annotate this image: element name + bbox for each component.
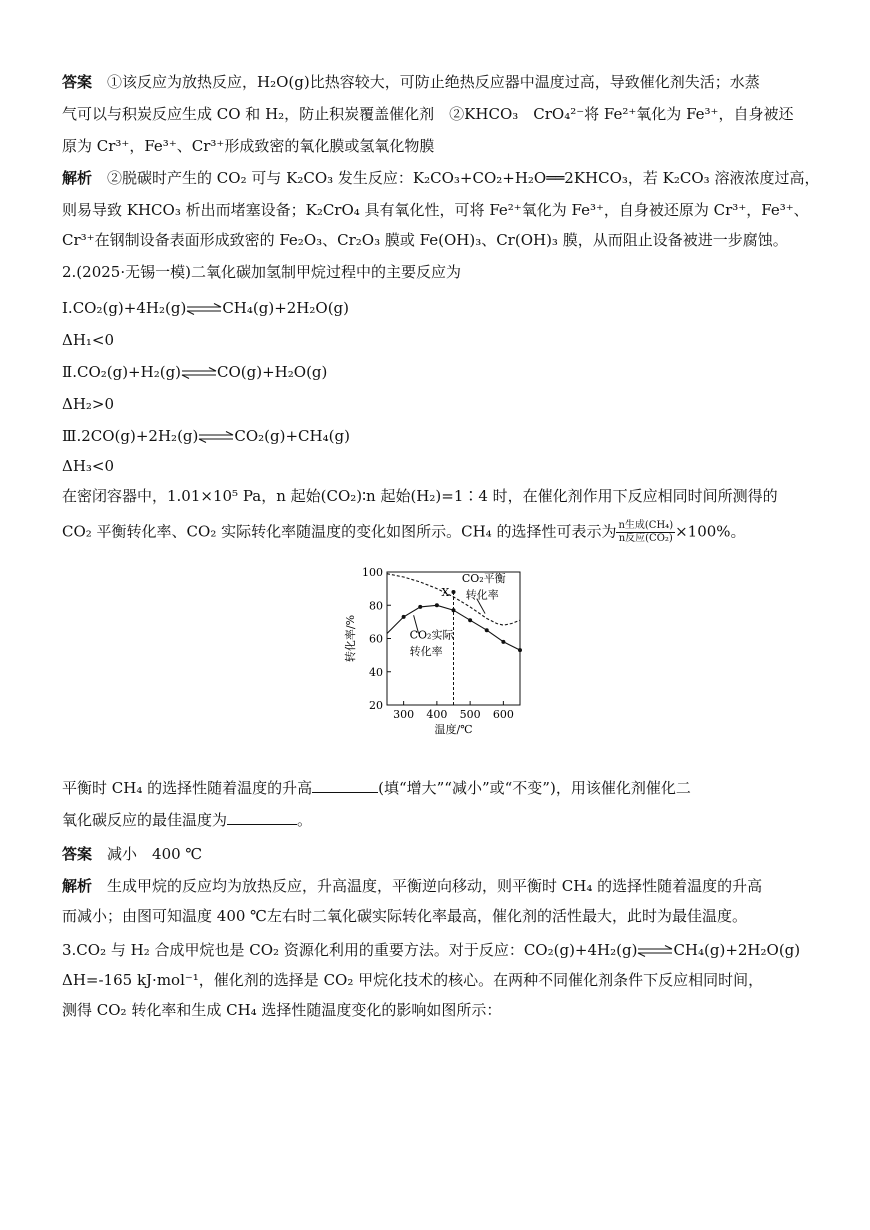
data-point — [485, 628, 489, 632]
data-point — [435, 603, 439, 607]
reaction-3-left: Ⅲ.2CO(g)+2H₂(g) — [62, 427, 199, 445]
data-point — [452, 608, 456, 612]
q2-analysis-line-1 — [62, 876, 762, 896]
data-point — [402, 615, 406, 619]
selectivity-suffix: ×100%。 — [675, 522, 746, 541]
fraction-numerator: n生成(CH₄) — [618, 520, 674, 531]
y-axis-label: 转化率/% — [344, 614, 357, 663]
equilibrium-label-line1: CO₂平衡 — [461, 571, 506, 585]
enthalpy-1: ΔH₁<0 — [62, 331, 115, 349]
conversion-chart — [340, 562, 540, 742]
selectivity-text: CO₂ 平衡转化率、CO₂ 实际转化率随温度的变化如图所示。CH₄ 的选择性可表示为 — [62, 522, 617, 541]
q3-text-1a: 3.CO₂ 与 H₂ 合成甲烷也是 CO₂ 资源化利用的重要方法。对于反应：CO₂(g)+4H₂(g) — [62, 941, 638, 959]
reversible-arrow-icon — [186, 303, 222, 315]
reaction-2 — [62, 362, 327, 382]
q2-title: 2.(2025·无锡一模)二氧化碳加氢制甲烷过程中的主要反应为 — [62, 263, 461, 281]
point-x-marker — [452, 590, 456, 594]
actual-label-line2: 转化率 — [409, 645, 443, 659]
x-tick-label: 400 — [426, 708, 448, 721]
q2-analysis-line-2: 而减小；由图可知温度 400 ℃左右时二氧化碳实际转化率最高，催化剂的活性最大，此时为最佳温度。 — [62, 907, 747, 925]
reversible-arrow-icon — [637, 945, 673, 957]
y-tick-label: 80 — [369, 599, 383, 613]
reaction-2-left: Ⅱ.CO₂(g)+H₂(g) — [62, 363, 182, 381]
answer-blank-1[interactable] — [312, 778, 378, 793]
x-axis-label: 温度/℃ — [434, 723, 473, 736]
q2-ask-1 — [62, 778, 691, 798]
answer-line-2: 气可以与积炭反应生成 CO 和 H₂，防止积炭覆盖催化剂 ②KHCO₃ CrO₄²⁻将 Fe²⁺氧化为 Fe³⁺，自身被还 — [62, 105, 794, 123]
reaction-3-right: CO₂(g)+CH₄(g) — [234, 427, 350, 445]
enthalpy-3: ΔH₃<0 — [62, 457, 115, 475]
q2-answer — [62, 844, 202, 864]
point-x-label: X — [441, 585, 450, 599]
data-point — [501, 640, 505, 644]
q2-answer-text: 减小 400 ℃ — [107, 845, 203, 863]
reaction-1-left: Ⅰ.CO₂(g)+4H₂(g) — [62, 299, 187, 317]
reversible-arrow-icon — [181, 367, 217, 379]
q3-line-2: ΔH=-165 kJ·mol⁻¹，催化剂的选择是 CO₂ 甲烷化技术的核心。在两种不同催化剂条件下反应相同时间， — [62, 971, 764, 989]
y-tick-label: 60 — [369, 632, 383, 646]
ask-2-text-a: 氧化碳反应的最佳温度为 — [62, 811, 228, 829]
answer-line-3: 原为 Cr³⁺，Fe³⁺、Cr³⁺形成致密的氧化膜或氢氧化物膜 — [62, 137, 435, 155]
answer-line-1 — [62, 72, 760, 92]
data-point — [518, 648, 522, 652]
reaction-1 — [62, 298, 349, 318]
analysis-line-1 — [62, 168, 819, 188]
x-tick-label: 300 — [393, 708, 415, 721]
answer-text-1: ①该反应为放热反应，H₂O(g)比热容较大，可防止绝热反应器中温度过高，导致催化剂失活；水蒸 — [107, 73, 760, 91]
q2-answer-label: 答案 — [62, 845, 93, 863]
reversible-arrow-icon — [198, 431, 234, 443]
q2-analysis-label: 解析 — [62, 877, 93, 895]
analysis-text-1: ②脱碳时产生的 CO₂ 可与 K₂CO₃ 发生反应：K₂CO₃+CO₂+H₂O══2KHCO₃，若 K₂CO₃ 溶液浓度过高， — [107, 169, 820, 187]
reaction-1-right: CH₄(g)+2H₂O(g) — [222, 299, 349, 317]
reaction-3 — [62, 426, 350, 446]
ask-2-text-b: 。 — [297, 811, 313, 829]
q3-text-1b: CH₄(g)+2H₂O(g) — [673, 941, 801, 959]
actual-label-line1: CO₂实际 — [409, 628, 454, 642]
enthalpy-2: ΔH₂>0 — [62, 395, 115, 413]
q2-ask-2 — [62, 810, 312, 830]
q2-condition: 在密闭容器中，1.01×10⁵ Pa，n 起始(CO₂)∶n 起始(H₂)=1∶4 时，在催化剂作用下反应相同时间所测得的 — [62, 487, 778, 505]
x-tick-label: 500 — [459, 708, 481, 721]
answer-blank-2[interactable] — [227, 810, 297, 825]
q3-line-3: 测得 CO₂ 转化率和生成 CH₄ 选择性随温度变化的影响如图所示： — [62, 1001, 502, 1019]
chart-markers — [402, 590, 522, 652]
analysis-line-3: Cr³⁺在钢制设备表面形成致密的 Fe₂O₃、Cr₂O₃ 膜或 Fe(OH)₃、Cr(OH)₃ 膜，从而阻止设备被进一步腐蚀。 — [62, 231, 788, 249]
y-tick-label: 100 — [362, 566, 383, 579]
selectivity-fraction — [616, 520, 675, 545]
analysis-line-2: 则易导致 KHCO₃ 析出而堵塞设备；K₂CrO₄ 具有氧化性，可将 Fe²⁺氧化为 Fe³⁺，自身被还原为 Cr³⁺，Fe³⁺、 — [62, 201, 809, 219]
data-point — [468, 618, 472, 622]
data-point — [418, 605, 422, 609]
fraction-denominator: n反应(CO₂) — [618, 533, 673, 544]
answer-label: 答案 — [62, 73, 93, 91]
equilibrium-label-line2: 转化率 — [465, 588, 499, 602]
ask-1-text-b: (填“增大”“减小”或“不变”)，用该催化剂催化二 — [378, 779, 691, 797]
q2-selectivity — [62, 520, 746, 545]
ask-1-text-a: 平衡时 CH₄ 的选择性随着温度的升高 — [62, 779, 313, 797]
analysis-label: 解析 — [62, 169, 93, 187]
y-tick-label: 20 — [369, 699, 383, 712]
q2-analysis-text-1: 生成甲烷的反应均为放热反应，升高温度，平衡逆向移动，则平衡时 CH₄ 的选择性随着温度的升高 — [107, 877, 763, 895]
y-tick-label: 40 — [369, 665, 383, 679]
q3-line-1 — [62, 940, 800, 960]
reaction-2-right: CO(g)+H₂O(g) — [217, 363, 328, 381]
x-tick-label: 600 — [492, 708, 514, 721]
